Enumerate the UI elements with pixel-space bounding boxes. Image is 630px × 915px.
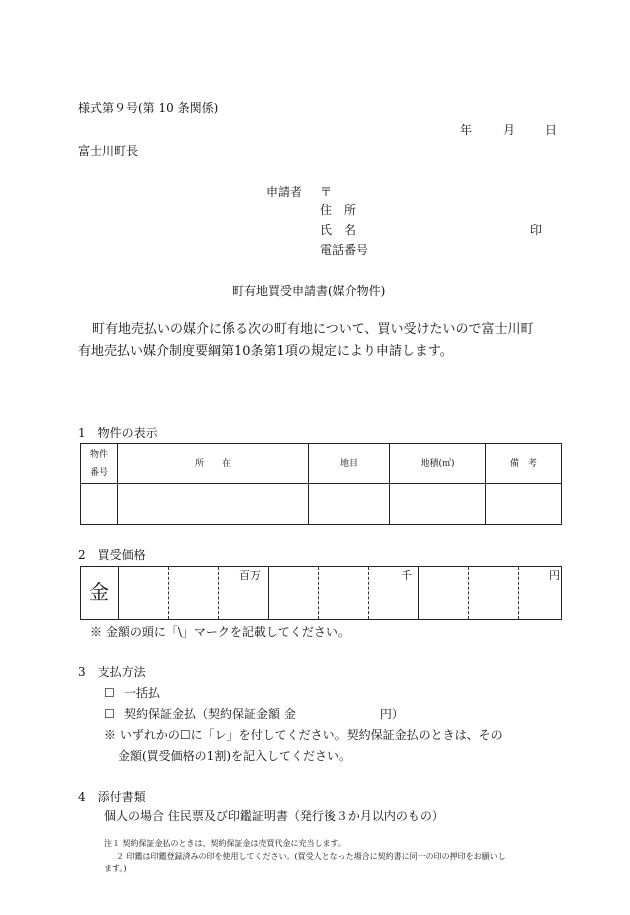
name-label: 氏 名 [320, 223, 357, 237]
price-digit-cell[interactable] [518, 567, 519, 619]
price-digit-cell[interactable] [318, 567, 319, 619]
cell-area[interactable] [390, 484, 486, 525]
cell-remarks[interactable] [486, 484, 562, 525]
deposit-checkbox[interactable]: ☐ [104, 707, 115, 721]
attachment-item: 個人の場合 住民票及び印鑑証明書（発行後３か月以内のもの） [104, 809, 444, 823]
col-location: 所 在 [118, 444, 309, 484]
footnote-1: 注１ 契約保証金払のときは、契約保証金は売買代金に充当します。 [104, 839, 346, 848]
lump-sum-label: 一括払 [124, 686, 161, 700]
footnote-2-cont: ます。) [104, 864, 127, 873]
date-year-label: 年 [460, 123, 473, 137]
section2-heading: 2 買受価格 [78, 548, 146, 562]
unit-yen: 円 [549, 569, 560, 582]
payment-note-2: 金額(買受価格の1割)を記入してください。 [118, 749, 351, 763]
col-land-type: 地目 [309, 444, 390, 484]
date-month-label: 月 [503, 123, 516, 137]
price-digit-cell[interactable] [468, 567, 469, 619]
seal-label: 印 [530, 223, 543, 237]
cell-location[interactable] [118, 484, 309, 525]
price-box [80, 566, 562, 620]
cell-land-type[interactable] [309, 484, 390, 525]
address-label: 住 所 [320, 203, 357, 217]
date-day-label: 日 [545, 123, 558, 137]
price-digit-cell[interactable] [268, 567, 269, 619]
lump-sum-checkbox[interactable]: ☐ [104, 686, 115, 700]
property-table [80, 443, 562, 525]
applicant-label: 申請者 [266, 185, 303, 199]
phone-label: 電話番号 [320, 243, 369, 257]
price-digit-cell[interactable] [368, 567, 369, 619]
footnote-2: ２ 印鑑は印鑑登録済みの印を使用してください。(買受人となった場合に契約書に同一の印の押印をお願いし [116, 852, 506, 861]
section4-heading: 4 添付書類 [78, 790, 146, 804]
postal-mark: 〒 [320, 185, 333, 199]
section1-heading: 1 物件の表示 [78, 426, 158, 440]
price-digit-cell[interactable] [218, 567, 219, 619]
kin-label: 金 [89, 580, 109, 604]
body-line-1: 町有地売払いの媒介に係る次の町有地について、買い受けたいので富士川町 [92, 322, 534, 337]
col-number: 物件 番号 [81, 444, 118, 484]
col-remarks: 備 考 [486, 444, 562, 484]
price-digit-cell[interactable] [168, 567, 169, 619]
payment-note-1: ※ いずれかの☐に「レ」を付してください。契約保証金払のときは、その [104, 728, 503, 742]
price-digit-cell[interactable] [418, 567, 419, 619]
deposit-label: 契約保証金払（契約保証金額 金 円） [124, 707, 404, 721]
addressee: 富士川町長 [78, 144, 139, 158]
col-area: 地積(㎡) [390, 444, 486, 484]
document-title: 町有地買受申請書(媒介物件) [232, 284, 386, 298]
price-digit-cell[interactable] [118, 567, 119, 619]
price-note: ※ 金額の頭に「\」マークを記載してください。 [90, 625, 350, 639]
cell-number[interactable] [81, 484, 118, 525]
form-number: 様式第９号(第 10 条関係) [78, 101, 219, 115]
section3-heading: 3 支払方法 [78, 665, 146, 679]
body-line-2: 有地売払い媒介制度要綱第10条第1項の規定により申請します。 [78, 344, 453, 359]
unit-thousand: 千 [401, 569, 412, 582]
unit-million: 百万 [239, 569, 261, 582]
